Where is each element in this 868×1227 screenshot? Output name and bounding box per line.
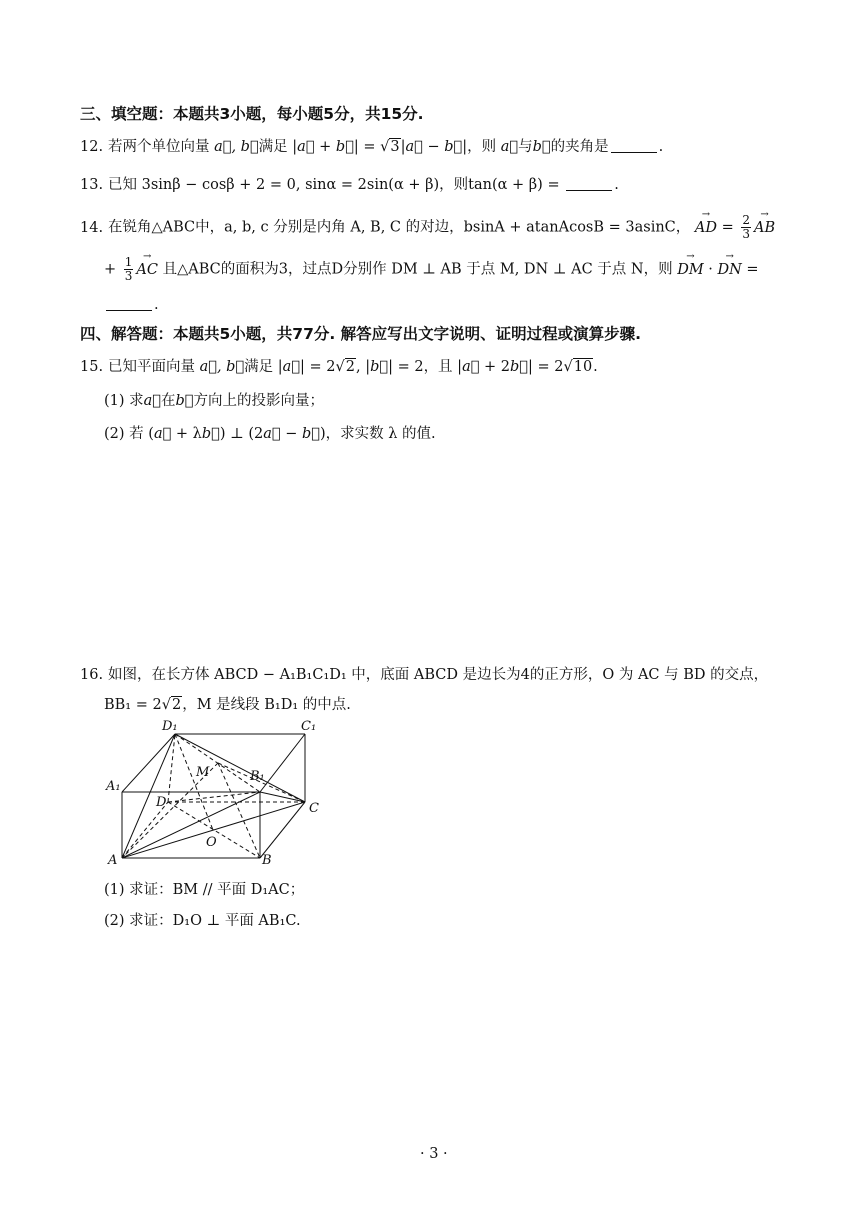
question-15-part-2: (2) 若 (a⃗ + λb⃗) ⊥ (2a⃗ − b⃗)，求实数 λ 的值. <box>104 426 436 442</box>
question-16-part-1: (1) 求证：BM // 平面 D₁AC； <box>104 882 305 898</box>
label-d: D <box>156 795 167 810</box>
cuboid-figure <box>100 718 340 868</box>
page-number: · 3 · <box>420 1146 448 1162</box>
answer-blank[interactable] <box>106 296 152 311</box>
label-d1: D₁ <box>162 719 178 734</box>
question-12: 12. 若两个单位向量 a⃗, b⃗满足 |a⃗ + b⃗| = √3|a⃗ − b⃗|，则 a⃗与b⃗的夹角是 . <box>80 139 664 155</box>
question-14-line-1: 14. 在锐角△ABC中，a, b, c 分别是内角 A, B, C 的对边，bsinA + atanAcosB = 3asinC， AD → = $\frac{2}{3}$ AB → <box>80 214 775 241</box>
answer-blank[interactable] <box>566 176 612 191</box>
edge-d-b1 <box>168 792 260 802</box>
label-b1: B₁ <box>250 769 265 784</box>
answer-blank[interactable] <box>611 138 657 153</box>
section-3-heading: 三、填空题：本题共3小题，每小题5分，共15分. <box>80 105 424 123</box>
question-16-line-1: 16. 如图，在长方体 ABCD − A₁B₁C₁D₁ 中，底面 ABCD 是边长为4的正方形，O 为 AC 与 BD 的交点， <box>80 667 769 683</box>
edge-b1-c1 <box>260 734 305 792</box>
question-14-line-3: . <box>104 296 159 313</box>
edge-a1-d1 <box>122 734 175 792</box>
question-number: 15. <box>80 359 104 375</box>
section-4-heading: 四、解答题：本题共5小题，共77分. 解答应写出文字说明、证明过程或演算步骤. <box>80 325 642 343</box>
question-number: 12. <box>80 139 104 155</box>
label-c1: C₁ <box>301 719 317 734</box>
question-13: 13. 已知 3sinβ − cosβ + 2 = 0, sinα = 2sin(α + β)，则tan(α + β) = . <box>80 177 619 193</box>
question-15: 15. 已知平面向量 a⃗, b⃗满足 |a⃗| = 2√2, |b⃗| = 2，且 |a⃗ + 2b⃗| = 2√10. <box>80 359 598 375</box>
edge-d1-o <box>175 734 213 830</box>
question-16-line-2: BB₁ = 2√2，M 是线段 B₁D₁ 的中点. <box>104 697 351 713</box>
edge-d1-a <box>122 734 175 858</box>
question-16-part-2: (2) 求证：D₁O ⊥ 平面 AB₁C. <box>104 913 301 929</box>
question-number: 14. <box>80 219 104 236</box>
label-c: C <box>309 801 319 816</box>
label-b: B <box>262 853 272 868</box>
question-number: 13. <box>80 177 104 193</box>
edge-a-d <box>122 802 168 858</box>
question-15-part-1: (1) 求a⃗在b⃗方向上的投影向量； <box>104 393 324 409</box>
label-a: A <box>108 853 118 868</box>
edge-b-c <box>260 802 305 858</box>
label-o: O <box>206 835 217 850</box>
label-a1: A₁ <box>106 779 121 794</box>
label-m: M <box>196 765 210 780</box>
question-number: 16. <box>80 667 104 683</box>
question-14-line-2: + $\frac{1}{3}$ AC → 且△ABC的面积为3，过点D分别作 DM ⊥ AB 于点 M, DN ⊥ AC 于点 N，则 DM → · DN → = <box>104 256 759 283</box>
edge-b1-c <box>260 792 305 802</box>
